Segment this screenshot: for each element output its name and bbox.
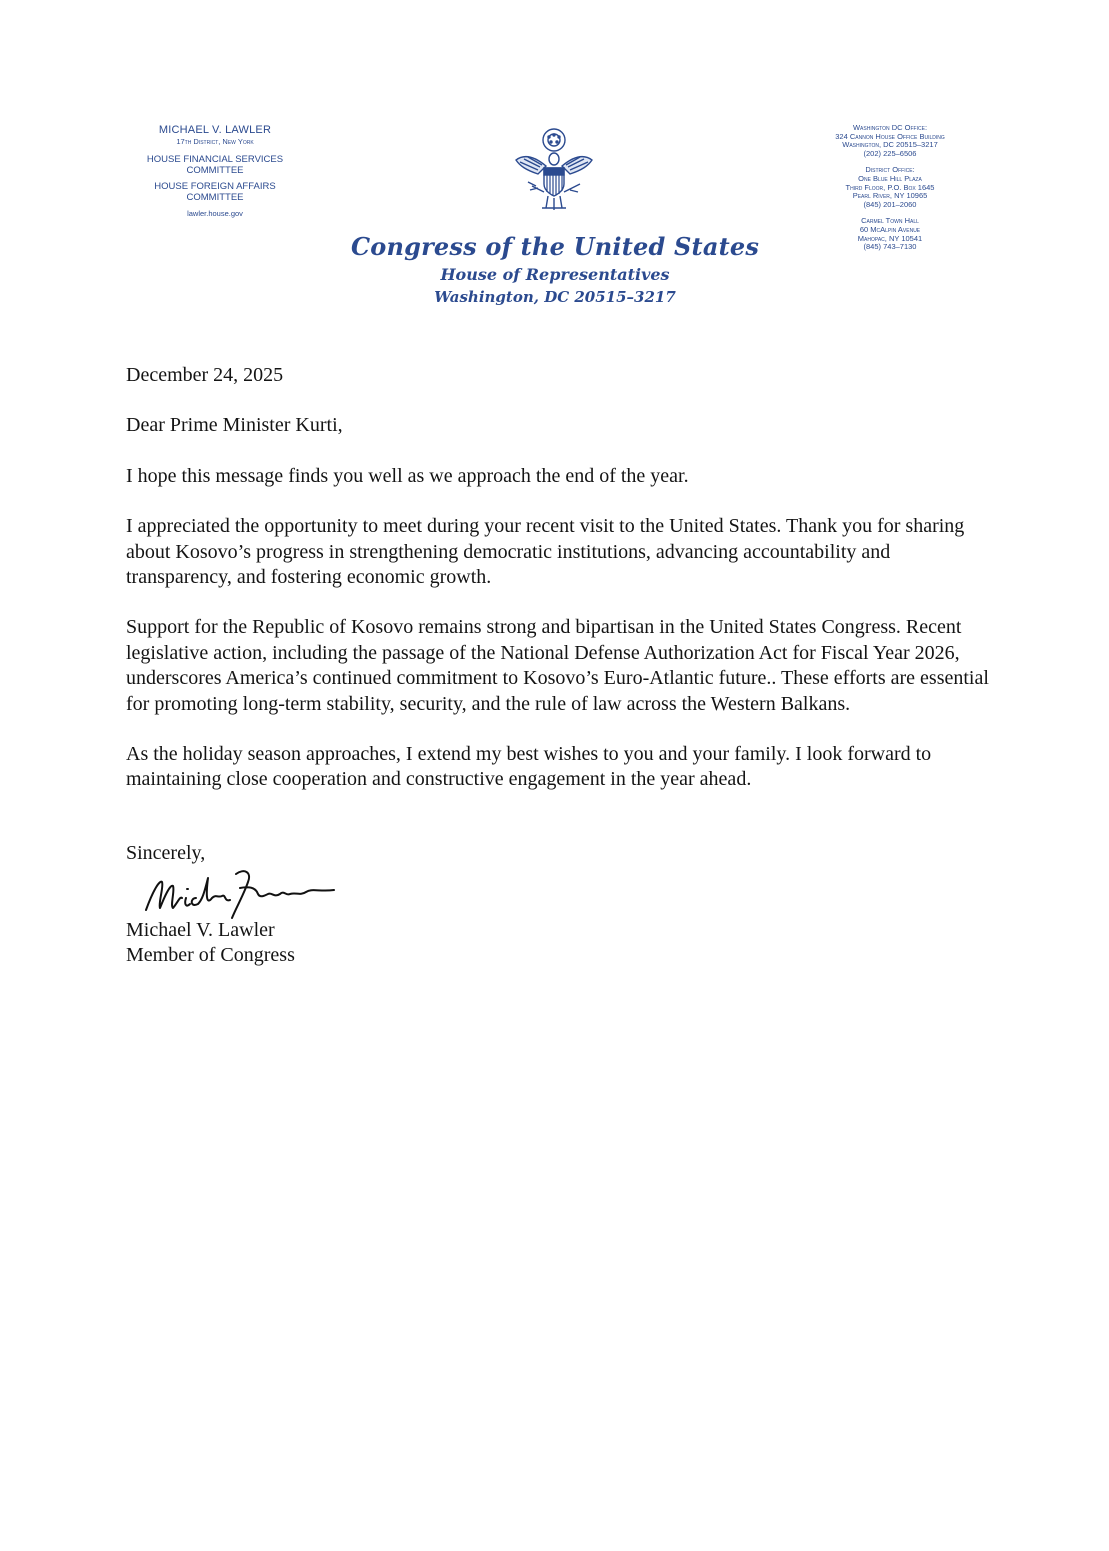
- carmel-line2: Mahopac, NY 10541: [857, 233, 923, 243]
- carmel-line1: 60 McAlpin Avenue: [859, 224, 921, 234]
- carmel-office-block: [800, 217, 980, 251]
- great-seal-icon: [508, 126, 600, 216]
- house-title: House of Representatives: [440, 265, 670, 284]
- paragraph: I hope this message finds you well as we approach the end of the year.: [126, 464, 689, 487]
- district-office-phone: (845) 201–2060: [863, 199, 917, 209]
- dc-office-label: Washington DC Office:: [852, 123, 928, 132]
- congress-title: Congress of the United States: [350, 232, 760, 261]
- letterhead-right: [800, 124, 980, 260]
- signer-block: [126, 918, 295, 969]
- dc-office-block: [800, 124, 980, 158]
- paragraph: As the holiday season approaches, I extend my best wishes to you and your family. I look forward to maintaining close cooperation and constructive engagement in the year ahead.: [126, 743, 932, 791]
- carmel-phone: (845) 743–7130: [863, 242, 917, 252]
- signer-title: Member of Congress: [126, 944, 295, 967]
- dc-office-phone: (202) 225–6506: [863, 148, 917, 158]
- district-office-block: [800, 166, 980, 209]
- dc-office-line2: Washington, DC 20515–3217: [842, 140, 938, 150]
- closing: Sincerely,: [126, 842, 206, 864]
- letter-body: [126, 363, 996, 818]
- letterhead-left: [130, 124, 300, 218]
- paragraph: Support for the Republic of Kosovo remains strong and bipartisan in the United States Congress. Recent legislative action, including the passage of the National Defense Authorization Act for Fiscal Year 2026, underscores America’s continued commitment to Kosovo’s Euro-Atlantic future.. These efforts are essential for promoting long-term stability, security, and the rule of law across the Western Balkans.: [126, 616, 989, 715]
- dc-office-line1: 324 Cannon House Office Building: [835, 131, 945, 141]
- committee-foreign-affairs: HOUSE FOREIGN AFFAIRS COMMITTEE: [154, 181, 276, 203]
- district-office-line1: One Blue Hill Plaza: [858, 173, 922, 183]
- salutation: Dear Prime Minister Kurti,: [126, 414, 343, 437]
- district-office-line2: Third Floor, P.O. Box 1645: [845, 182, 935, 192]
- district-label: 17th District, New York: [176, 137, 254, 146]
- district-office-label: District Office:: [865, 165, 915, 175]
- paragraph: I appreciated the opportunity to meet during your recent visit to the United States. Thank you for sharing about Kosovo’s progress in strengthening democratic institutions, advancing accountability and transparency, and fostering economic growth.: [126, 515, 965, 589]
- signer-name: Michael V. Lawler: [126, 919, 275, 941]
- committee-financial-services: HOUSE FINANCIAL SERVICES COMMITTEE: [146, 154, 284, 176]
- district-office-line3: Pearl River, NY 10965: [852, 191, 928, 201]
- carmel-label: Carmel Town Hall: [861, 216, 919, 226]
- representative-name: MICHAEL V. LAWLER: [158, 124, 272, 136]
- website-link[interactable]: lawler.house.gov: [187, 209, 243, 218]
- letter-date: December 24, 2025: [126, 364, 284, 386]
- congress-header: [300, 232, 810, 306]
- city-address: Washington, DC 20515–3217: [434, 288, 676, 306]
